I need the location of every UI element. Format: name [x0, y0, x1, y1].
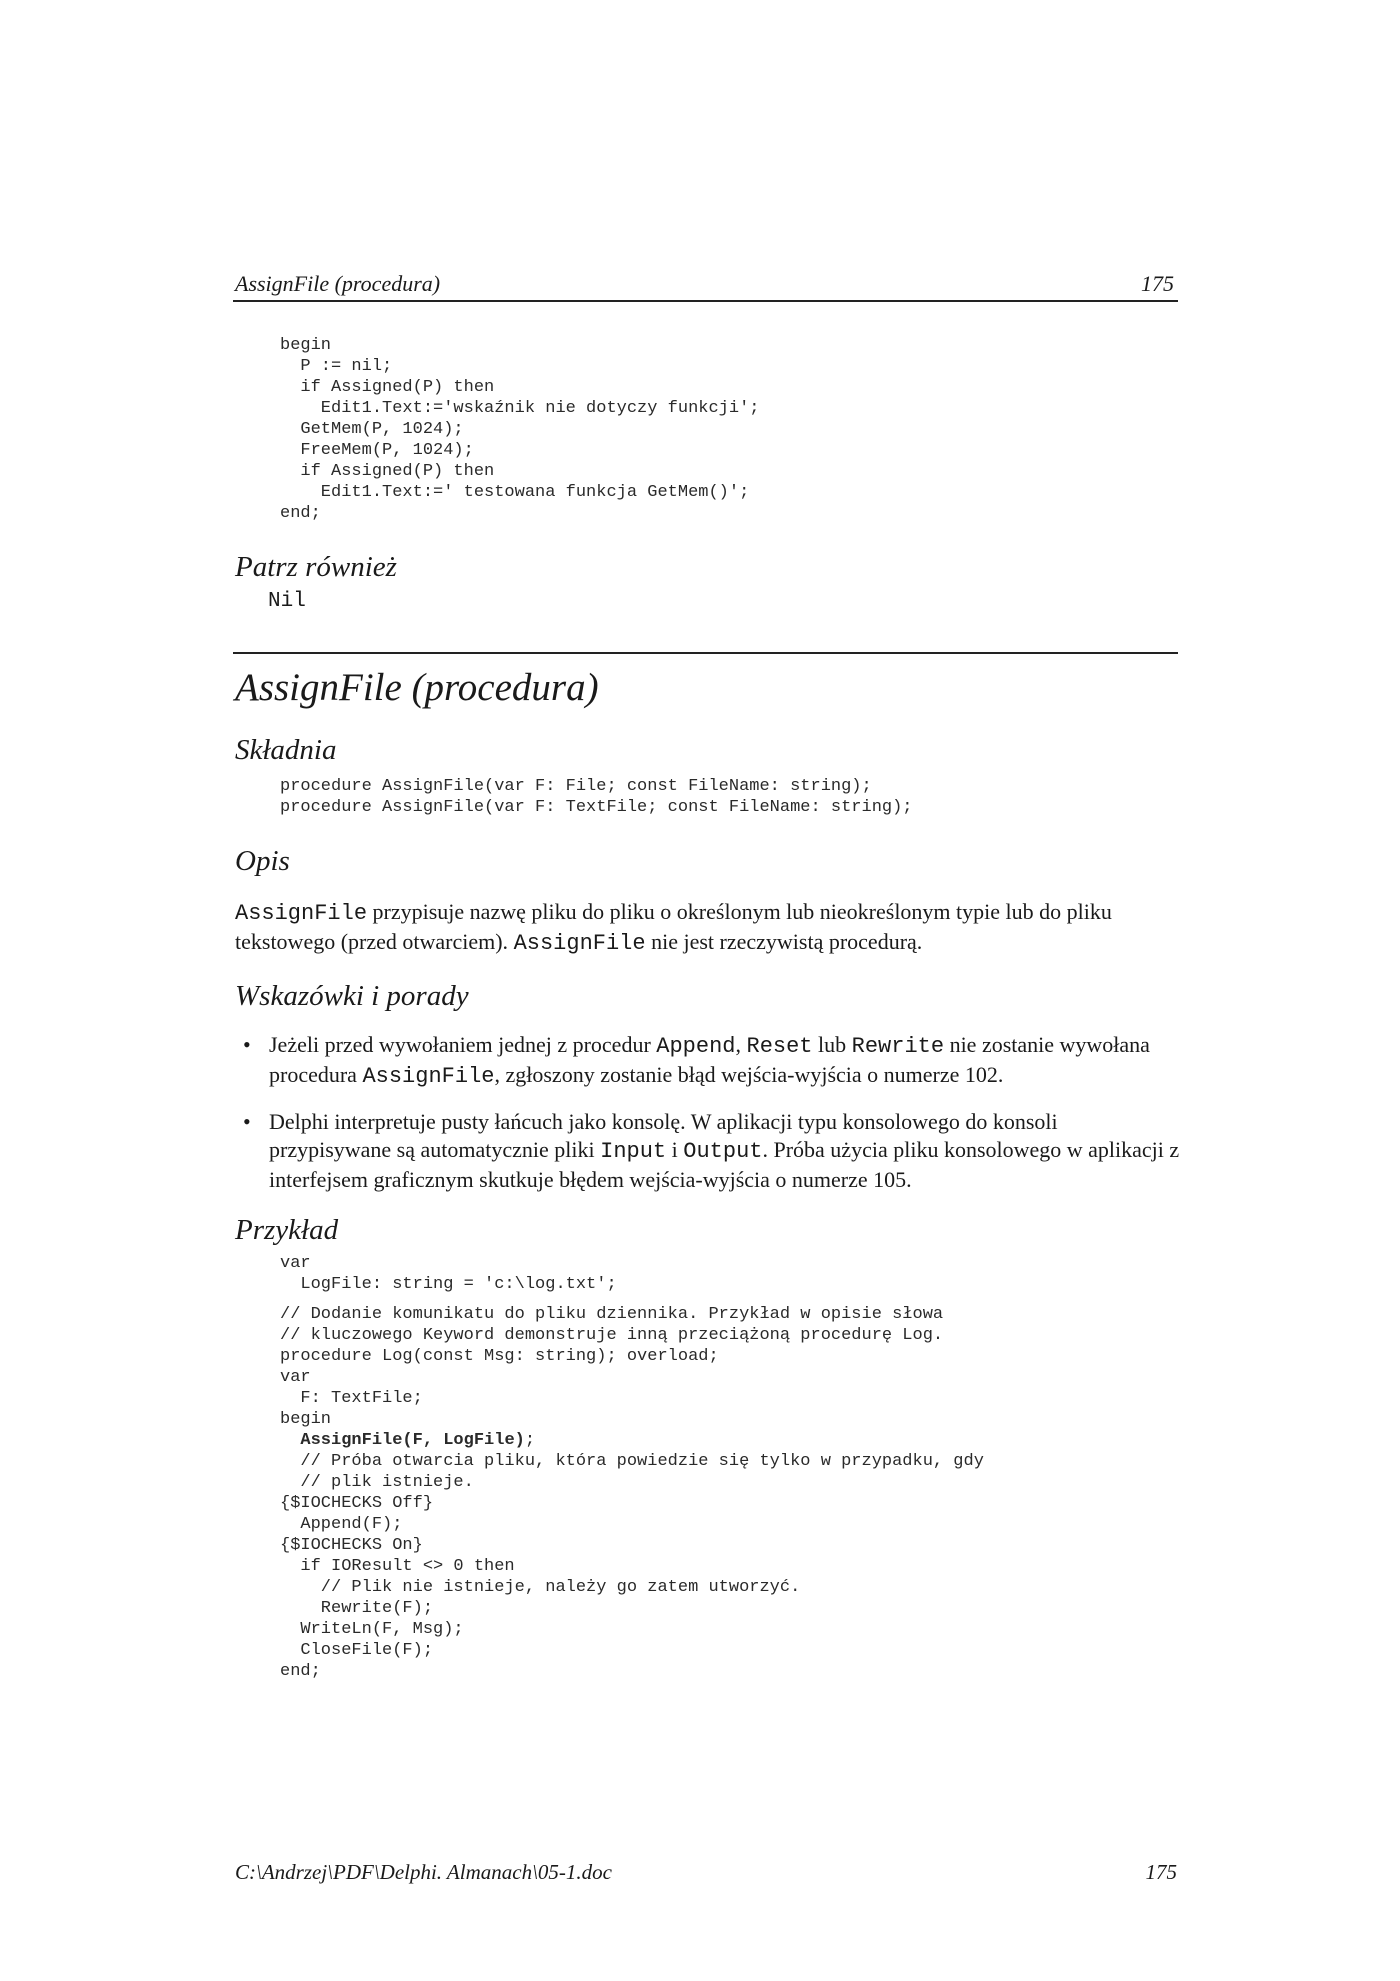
- inline-code: Append: [656, 1034, 736, 1059]
- inline-code: AssignFile: [362, 1064, 495, 1089]
- example-proc-body: // Próba otwarcia pliku, która powiedzie się tylko w przypadku, gdy // plik istnieje. {$IOCHECKS Off} Append(F); {$IOCHECKS On} if IOResult <> 0 then // Plik nie istnieje, należy go zatem utworzyć. Rewrite(F); WriteLn(F, Msg); CloseFile(F); end;: [280, 1452, 984, 1681]
- syntax-heading: Składnia: [235, 734, 337, 766]
- syntax-code-block: procedure AssignFile(var F: File; const FileName: string); procedure AssignFile(var F: TextFile; const FileName: string);: [280, 777, 913, 817]
- inline-code: AssignFile: [235, 901, 368, 926]
- description-heading: Opis: [235, 845, 290, 877]
- see-also-item: Nil: [268, 590, 306, 613]
- example-proc-header: // Dodanie komunikatu do pliku dziennika. Przykład w opisie słowa // kluczowego Keyword demonstruje inną przeciążoną procedurę Log. procedure Log(const Msg: string); overload; var F: TextFile; begin: [280, 1305, 944, 1429]
- example-var-block: var LogFile: string = 'c:\log.txt';: [280, 1254, 617, 1294]
- inline-code: AssignFile: [513, 931, 646, 956]
- entry-title: AssignFile (procedura): [235, 666, 599, 709]
- top-code-block: begin P := nil; if Assigned(P) then Edit1.Text:='wskaźnik nie dotyczy funkcji'; GetMem(P, 1024); FreeMem(P, 1024); if Assigned(P) then Edit1.Text:=' testowana funkcja GetMem()'; end;: [280, 336, 760, 523]
- highlighted-call: AssignFile(F, LogFile): [300, 1431, 525, 1450]
- example-code-block: var LogFile: string = 'c:\log.txt'; // Dodanie komunikatu do pliku dziennika. Przykład w opisie słowa // kluczowego Keyword demonstruje inną przeciążoną procedurę Log. procedure Log(const Msg: string); overload; var F: TextFile; begin AssignFile(F, LogFile); // Próba otwarcia pliku, która powiedzie się tylko w przypadku, gdy // plik istnieje. {$IOCHECKS Off} Append(F); {$IOCHECKS On} if IOResult <> 0 then // Plik nie istnieje, należy go zatem utworzyć. Rewrite(F); WriteLn(F, Msg); CloseFile(F); end;: [280, 1254, 984, 1681]
- bullet-icon: •: [243, 1032, 251, 1057]
- entry-divider: [233, 652, 1178, 654]
- inline-code: Input: [600, 1139, 667, 1164]
- footer-page-number: 175: [1145, 1860, 1177, 1884]
- tips-list: [235, 1031, 1180, 1211]
- example-heading: Przykład: [235, 1214, 339, 1246]
- bullet-icon: •: [243, 1109, 251, 1134]
- running-header-page-number: 175: [1141, 271, 1174, 296]
- inline-code: Output: [683, 1139, 763, 1164]
- tips-heading: Wskazówki i porady: [235, 980, 469, 1012]
- running-header-title: AssignFile (procedura): [235, 271, 441, 296]
- see-also-heading: Patrz również: [235, 551, 397, 583]
- footer-file-path: C:\Andrzej\PDF\Delphi. Almanach\05-1.doc: [235, 1860, 612, 1884]
- description-paragraph: AssignFile przypisuje nazwę pliku do pliku o określonym lub nieokreślonym typie lub do pliku tekstowego (przed otwarciem). AssignFile nie jest rzeczywistą procedurą.: [235, 899, 1112, 956]
- inline-code: Reset: [746, 1034, 813, 1059]
- running-header: [233, 268, 1178, 302]
- inline-code: Rewrite: [851, 1034, 945, 1059]
- tip-item: • Jeżeli przed wywołaniem jednej z procedur Append, Reset lub Rewrite nie zostanie wywołana procedura AssignFile, zgłoszony zostanie błąd wejścia-wyjścia o numerze 102.: [243, 1032, 1150, 1089]
- tip-item: • Delphi interpretuje pusty łańcuch jako konsolę. W aplikacji typu konsolowego do konsoli przypisywane są automatycznie pliki Input i Output. Próba użycia pliku konsolowego w aplikacji z interfejsem graficznym skutkuje błędem wejścia-wyjścia o numerze 105.: [243, 1109, 1180, 1192]
